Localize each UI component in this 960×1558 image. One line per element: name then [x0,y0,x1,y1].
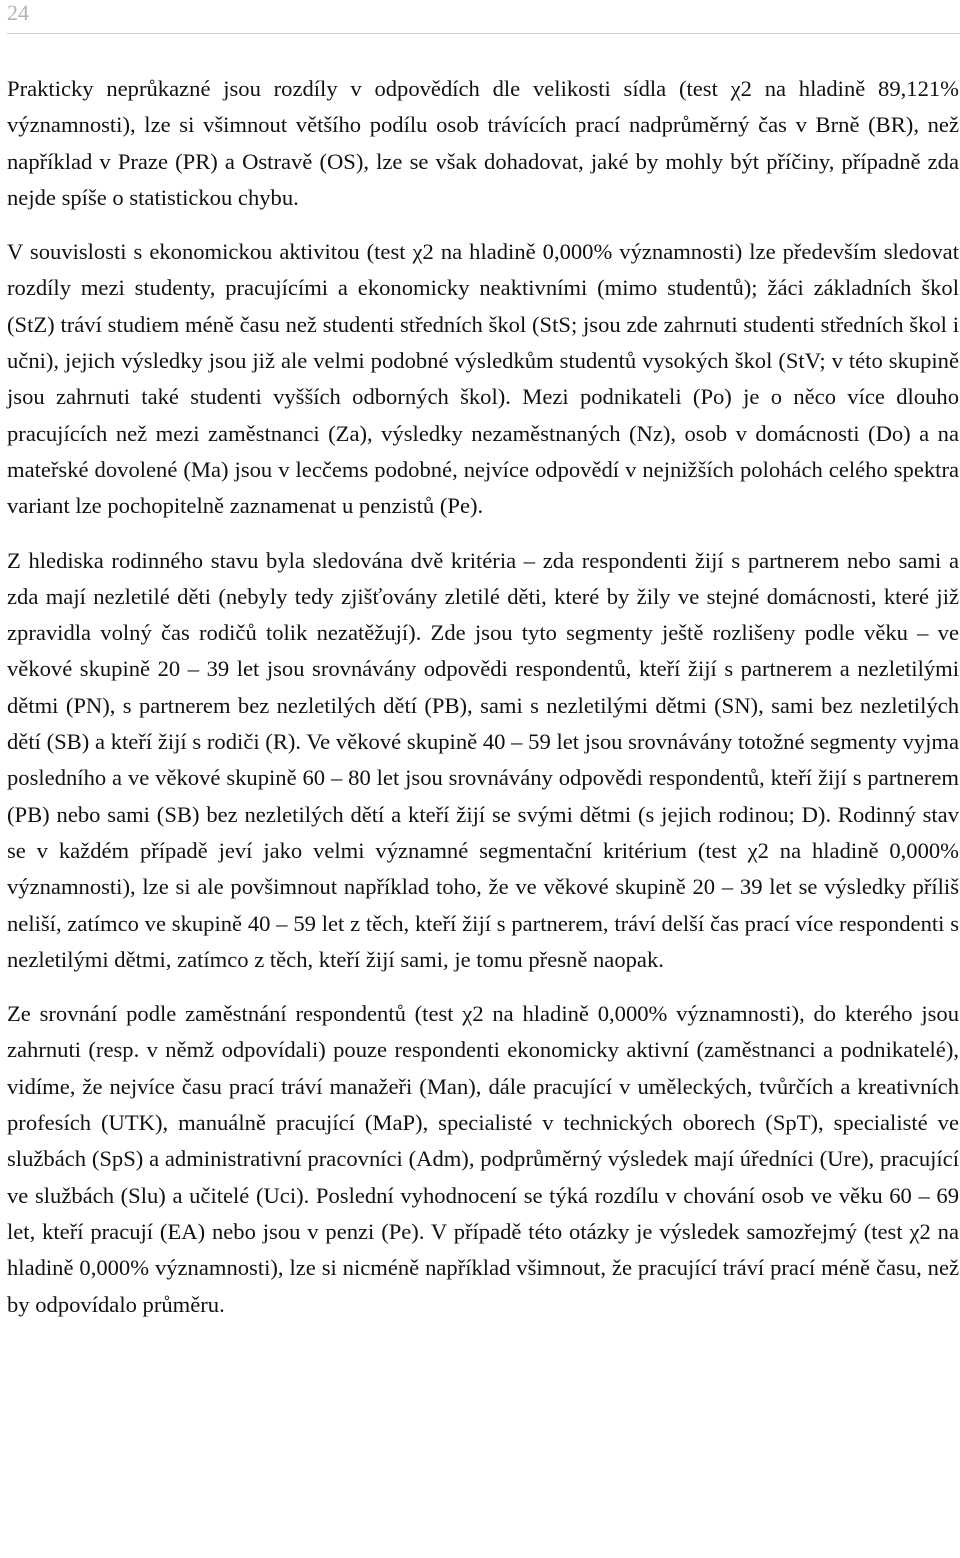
paragraph-occupation: Ze srovnání podle zaměstnání respondentů (test χ2 na hladině 0,000% významnosti), do kterého jsou zahrnuti (resp. v němž odpovídali) pouze respondenti ekonomicky aktivní (zaměstnanci a podnikatelé), vidíme, že nejvíce času prací tráví manažeři (Man), dále pracující v uměleckých, tvůrčích a kreativních profesích (UTK), manuálně pracující (MaP), specialisté v technických oborech (SpT), specialisté ve službách (SpS) a administrativní pracovníci (Adm), podprůměrný výsledek mají úředníci (Ure), pracující ve službách (Slu) a učitelé (Uci). Poslední vyhodnocení se týká rozdílu v chování osob ve věku 60 – 69 let, kteří pracují (EA) nebo jsou v penzi (Pe). V případě této otázky je výsledek samozřejmý (test χ2 na hladině 0,000% významnosti), lze si nicméně například všimnout, že pracující tráví prací méně času, než by odpovídalo průměru. [7,1001,959,1317]
page-number: 24 [7,0,29,25]
paragraph-family-status: Z hlediska rodinného stavu byla sledována dvě kritéria – zda respondenti žijí s partnerem nebo sami a zda mají nezletilé děti (nebyly tedy zjišťovány zletilé děti, které by žily ve stejné domácnosti, které již zpravidla volný čas rodičů tolik nezatěžují). Zde jsou tyto segmenty ještě rozlišeny podle věku – ve věkové skupině 20 – 39 let jsou srovnávány odpovědi respondentů, kteří žijí s partnerem a nezletilými dětmi (PN), s partnerem bez nezletilých dětí (PB), sami s nezletilými dětmi (SN), sami bez nezletilých dětí (SB) a kteří žijí s rodiči (R). Ve věkové skupině 40 – 59 let jsou srovnávány totožné segmenty vyjma posledního a ve věkové skupině 60 – 80 let jsou srovnávány odpovědi respondentů, kteří žijí s partnerem (PB) nebo sami (SB) bez nezletilých dětí a kteří žijí se svými dětmi (s jejich rodinou; D). Rodinný stav se v každém případě jeví jako velmi významné segmentační kritérium (test χ2 na hladině 0,000% významnosti), lze si ale povšimnout například toho, že ve věkové skupině 20 – 39 let se výsledky příliš neliší, zatímco ve skupině 40 – 59 let z těch, kteří žijí s partnerem, tráví delší čas prací více respondenti s nezletilými dětmi, zatímco z těch, kteří žijí sami, je tomu přesně naopak. [7,547,959,972]
header-divider [7,33,960,34]
document-body [7,71,959,1323]
paragraph-settlement-size: Prakticky neprůkazné jsou rozdíly v odpovědích dle velikosti sídla (test χ2 na hladině 89,121% významnosti), lze si všimnout většího podílu osob trávících prací nadprůměrný čas v Brně (BR), než například v Praze (PR) a Ostravě (OS), lze se však dohadovat, jaké by mohly být příčiny, případně zda nejde spíše o statistickou chybu. [7,76,959,210]
paragraph-economic-activity: V souvislosti s ekonomickou aktivitou (test χ2 na hladině 0,000% významnosti) lze především sledovat rozdíly mezi studenty, pracujícími a ekonomicky neaktivními (mimo studentů); žáci základních škol (StZ) tráví studiem méně času než studenti středních škol (StS; jsou zde zahrnuti studenti středních škol i učni), jejich výsledky jsou již ale velmi podobné výsledkům studentů vysokých škol (StV; v této skupině jsou zahrnuti také studenti vyšších odborných škol). Mezi podnikateli (Po) je o něco více dlouho pracujících než mezi zaměstnanci (Za), výsledky nezaměstnaných (Nz), osob v domácnosti (Do) a na mateřské dovolené (Ma) jsou v lecčems podobné, nejvíce odpovědí v nejnižších polohách celého spektra variant lze pochopitelně zaznamenat u penzistů (Pe). [7,239,959,519]
